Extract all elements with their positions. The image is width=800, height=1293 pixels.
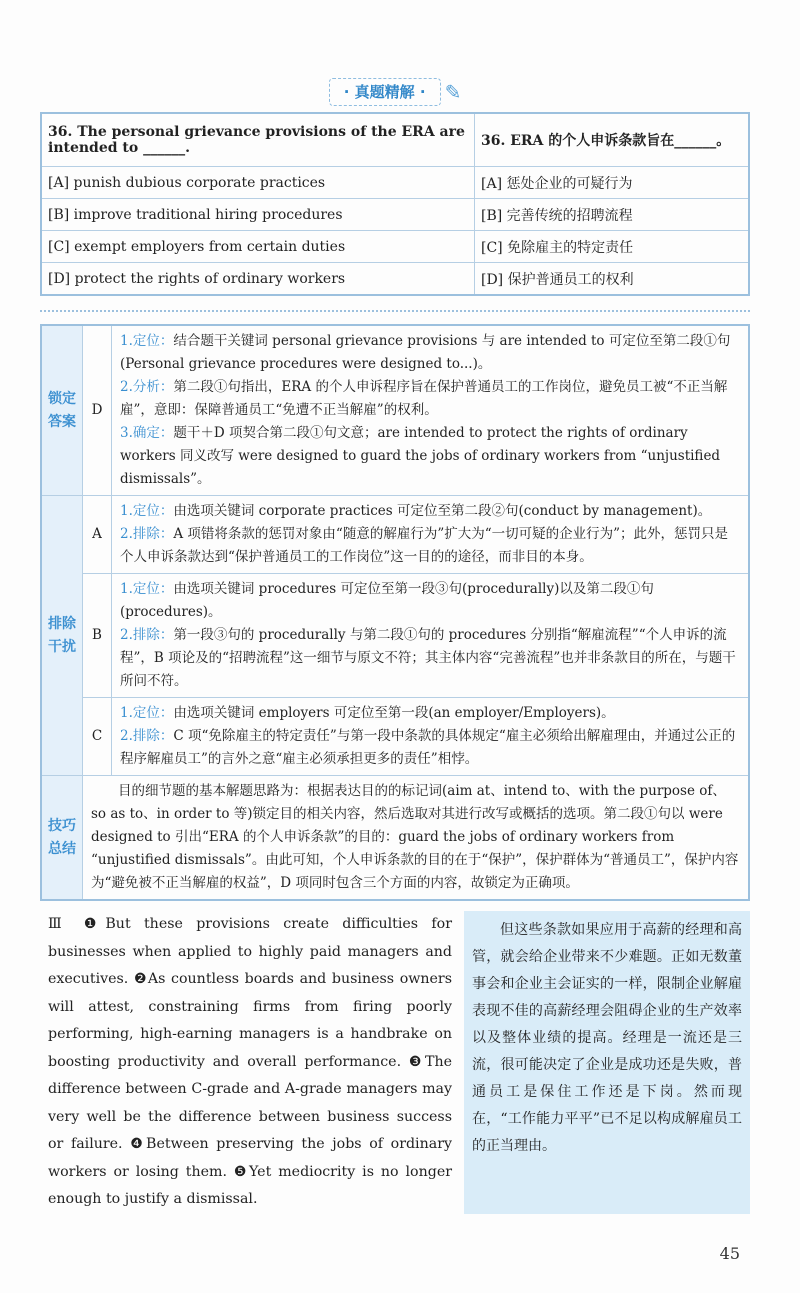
option-row [41,167,749,199]
option-row [41,263,749,296]
lock-answer-label: 锁定答案 [41,325,83,496]
analysis-step: 1.定位：由选项关键词 procedures 可定位至第一段③句(procedurally)以及第二段①句(procedures)。 [120,581,654,620]
question-stem-zh: 36. ERA 的个人申诉条款旨在______。 [475,113,750,167]
analysis-step: 3.确定：题干＋D 项契合第二段①句文意；are intended to protect the rights of ordinary workers 同义改写 were designed to guard the jobs of ordinary workers from “unjustified dismissals”。 [120,425,721,487]
question-stem-en: 36. The personal grievance provisions of the ERA are intended to ______. [41,113,475,167]
answer-letter: D [83,325,112,496]
lock-answer-row [41,325,749,496]
option-en: [A] punish dubious corporate practices [41,167,475,199]
option-letter: B [83,574,112,698]
analysis-step: 1.定位：由选项关键词 employers 可定位至第一段(an employer/Employers)。 [120,705,615,721]
option-row [41,231,749,263]
analysis-step: 2.排除：第一段③句的 procedurally 与第二段①句的 procedures 分别指“解雇流程”“个人申诉的流程”，B 项论及的“招聘流程”这一细节与原文不符；其主体内容“完善流程”也并非条款目的所在，与题干所问不符。 [120,627,736,689]
question-table [40,112,750,296]
option-zh: [C] 免除雇主的特定责任 [475,231,750,263]
tips-label: 技巧总结 [41,776,83,901]
option-zh: [D] 保护普通员工的权利 [475,263,750,296]
option-zh: [A] 惩处企业的可疑行为 [475,167,750,199]
divider [40,310,750,312]
passage-english: Ⅲ ❶But these provisions create difficulties for businesses when applied to highly paid managers and executives. ❷As countless boards and business owners will attest, constraining firms from firing poorly performing, high-earning managers is a handbrake on boosting productivity and overall performance. ❸The difference between C-grade and A-grade managers may very well be the difference between business success or failure. ❹Between preserving the jobs of ordinary workers or losing them. ❺Yet mediocrity is no longer enough to justify a dismissal. [48,916,452,1207]
question-stem-row [41,113,749,167]
passage-section [40,911,750,1214]
exclude-row-a [41,496,749,574]
analysis-step: 2.排除：C 项“免除雇主的特定责任”与第一段中条款的具体规定“雇主必须给出解雇理由，并通过公正的程序解雇员工”的言外之意“雇主必须承担更多的责任”相悖。 [120,728,736,767]
analysis-step: 2.排除：A 项错将条款的惩罚对象由“随意的解雇行为”扩大为“一切可疑的企业行为”；此外，惩罚只是个人申诉条款达到“保护普通员工的工作岗位”这一目的的途径，而非目的本身。 [120,526,729,565]
exclude-row-b [41,574,749,698]
option-row [41,199,749,231]
exclude-label: 排除干扰 [41,496,83,776]
option-en: [D] protect the rights of ordinary workers [41,263,475,296]
tips-text: 目的细节题的基本解题思路为：根据表达目的的标记词(aim at、intend to、with the purpose of、so as to、in order to 等)锁定目的相关内容，然后选取对其进行改写或概括的选项。第二段①句以 were designed to 引出“ERA 的个人申诉条款”的目的：guard the jobs of ordinary workers from “unjustified dismissals”。由此可知，个人申诉条款的目的在于“保护”，保护群体为“普通员工”，保护内容为“避免被不正当解雇的权益”，D 项同时包含三个方面的内容，故锁定为正确项。 [83,776,750,901]
section-badge: · 真题精解 · [329,78,441,106]
exclude-row-c [41,698,749,776]
passage-chinese: 但这些条款如果应用于高薪的经理和高管，就会给企业带来不少难题。正如无数董事会和企业主会证实的一样，限制企业解雇表现不佳的高薪经理会阻碍企业的生产效率以及整体业绩的提高。经理是一流还是三流，很可能决定了企业是成功还是失败，普通员工是保住工作还是下岗。然而现在，“工作能力平平”已不足以构成解雇员工的正当理由。 [464,911,750,1214]
option-en: [C] exempt employers from certain duties [41,231,475,263]
pen-icon: ✎ [444,80,462,104]
option-letter: A [83,496,112,574]
analysis-step: 2.分析：第二段①句指出，ERA 的个人申诉程序旨在保护普通员工的工作岗位，避免员工被“不正当解雇”，意即：保障普通员工“免遭不正当解雇”的权利。 [120,379,728,418]
analysis-step: 1.定位：由选项关键词 corporate practices 可定位至第二段②句(conduct by management)。 [120,503,712,519]
option-letter: C [83,698,112,776]
analysis-table [40,324,750,901]
analysis-step: 1.定位：结合题干关键词 personal grievance provisions 与 are intended to 可定位至第二段①句(Personal grievance procedures were designed to...)。 [120,333,731,372]
tips-row [41,776,749,901]
option-zh: [B] 完善传统的招聘流程 [475,199,750,231]
page-number: 45 [719,1243,740,1263]
section-header [40,78,750,104]
option-en: [B] improve traditional hiring procedures [41,199,475,231]
